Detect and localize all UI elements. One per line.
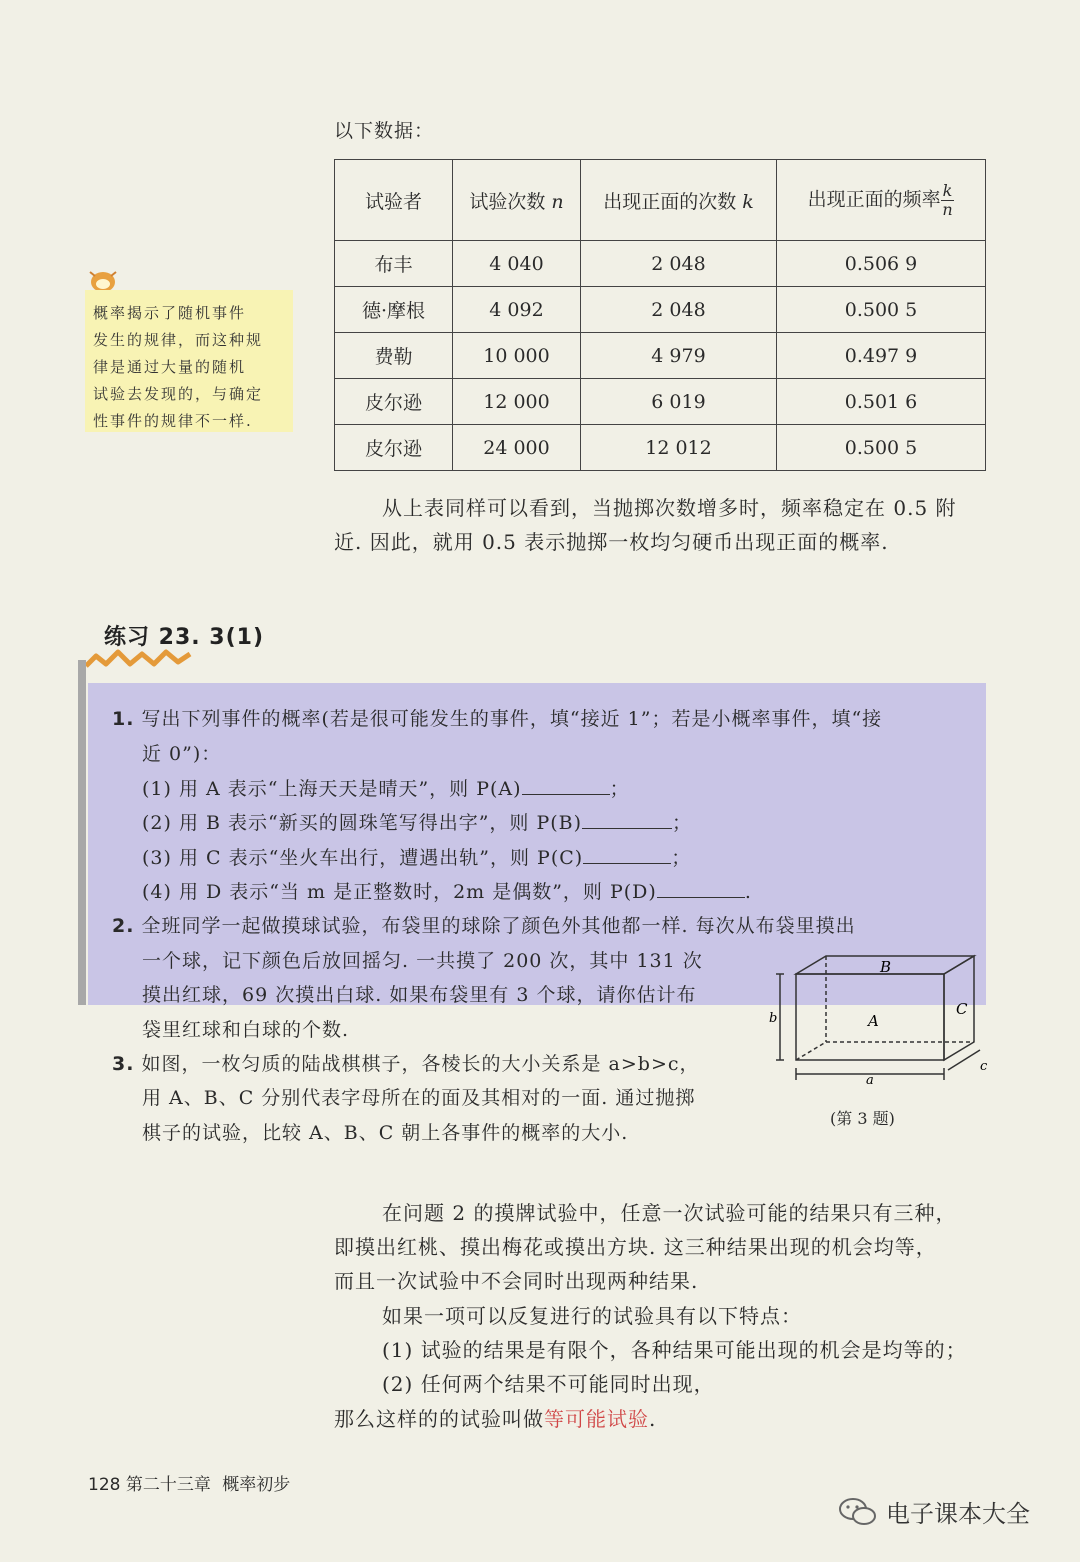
table-row: 皮尔逊 12 000 6 019 0.501 6 [335,379,986,425]
q1-line-2: 近 0”)： [142,743,222,765]
header-heads-count: 出现正面的次数 k [581,160,777,241]
q1-line-1: 1. 写出下列事件的概率(若是很可能发生的事件，填“接近 1”；若是小概率事件，填“接 [112,708,883,730]
conclusion-line-2: 近. 因此，就用 0.5 表示抛掷一枚均匀硬币出现正面的概率. [334,530,889,554]
answer-blank-2[interactable] [582,810,672,829]
chapter-title: 概率初步 [222,1475,291,1495]
body-p1-line-3: 而且一次试验中不会同时出现两种结果. [334,1269,699,1293]
term-equally-likely: 等可能试验 [544,1407,649,1431]
answer-blank-3[interactable] [583,845,671,864]
intro-text: 以下数据： [334,120,435,142]
table-row: 布丰 4 040 2 048 0.506 9 [335,241,986,287]
answer-blank-1[interactable] [522,776,610,795]
table-row: 费勒 10 000 4 979 0.497 9 [335,333,986,379]
face-label-A: A [868,1012,879,1030]
header-experimenter: 试验者 [335,160,453,241]
coin-toss-table [334,159,986,471]
table-row: 德·摩根 4 092 2 048 0.500 5 [335,287,986,333]
page-footer [88,1470,290,1495]
exercise-title: 练习 23. 3(1) [104,625,265,650]
side-note: 概率揭示了随机事件 发生的规律，而这种规 律是通过大量的随机 试验去发现的，与确定 性事件的规律不一样. [85,290,293,432]
q3-line-2: 用 A、B、C 分别代表字母所在的面及其相对的一面. 通过抛掷 [142,1087,696,1109]
edge-label-c: c [980,1059,988,1074]
q1-sub-3: (3) 用 C 表示“坐火车出行，遭遇出轨”，则 P(C) ； [142,847,692,869]
body-p1-line-1: 在问题 2 的摸牌试验中，任意一次试验可能的结果只有三种， [382,1201,957,1225]
q1-sub-2: (2) 用 B 表示“新买的圆珠笔写得出字”，则 P(B) ； [142,812,693,834]
page-number: 128 [88,1475,121,1495]
table-header-row [335,160,986,241]
exercise-side-bar [78,660,86,1005]
zigzag-decoration [84,648,194,670]
figure-caption: (第 3 题) [830,1109,895,1128]
body-item-2: (2) 任何两个结果不可能同时出现， [382,1372,715,1396]
chapter-label: 第二十三章 [125,1475,211,1495]
body-p2: 如果一项可以反复进行的试验具有以下特点： [382,1304,802,1328]
q3-line-1: 3. 如图，一枚匀质的陆战棋棋子，各棱长的大小关系是 a>b>c， [112,1053,700,1075]
edge-label-a: a [866,1073,874,1085]
frequency-fraction: $\frac{k}{n}$ [942,180,953,219]
body-p1-line-2: 即摸出红桃、摸出梅花或摸出方块. 这三种结果出现的机会均等， [334,1235,937,1259]
q2-line-3: 摸出红球，69 次摸出白球. 如果布袋里有 3 个球，请你估计布 [142,984,697,1006]
table-row: 皮尔逊 24 000 12 012 0.500 5 [335,425,986,471]
q1-sub-4: (4) 用 D 表示“当 m 是正整数时，2m 是偶数”，则 P(D) . [142,881,752,903]
conclusion-line-1: 从上表同样可以看到，当抛掷次数增多时，频率稳定在 0.5 附 [382,496,957,520]
q2-line-4: 袋里红球和白球的个数. [142,1019,350,1041]
q3-line-3: 棋子的试验，比较 A、B、C 朝上各事件的概率的大小. [142,1122,629,1144]
header-trials: 试验次数 n [453,160,581,241]
body-item-1: (1) 试验的结果是有限个，各种结果可能出现的机会是均等的； [382,1338,967,1362]
wechat-icon [838,1496,878,1528]
face-label-C: C [956,1000,968,1018]
edge-label-b: b [769,1011,778,1026]
answer-blank-4[interactable] [657,879,745,898]
q2-line-2: 一个球，记下颜色后放回摇匀. 一共摸了 200 次，其中 131 次 [142,950,703,972]
q1-sub-1: (1) 用 A 表示“上海天天是晴天”，则 P(A) ； [142,778,630,800]
body-final-line: 那么这样的的试验叫做等可能试验. [334,1407,657,1431]
header-heads-frequency: 出现正面的频率 $\frac{k}{n}$ [777,160,986,241]
watermark-text: 电子课本大全 [886,1500,1030,1528]
q2-line-1: 2. 全班同学一起做摸球试验，布袋里的球除了颜色外其他都一样. 每次从布袋里摸出 [112,915,856,937]
face-label-B: B [880,958,892,976]
cuboid-figure [768,950,1000,1085]
watermark [838,1494,1030,1529]
